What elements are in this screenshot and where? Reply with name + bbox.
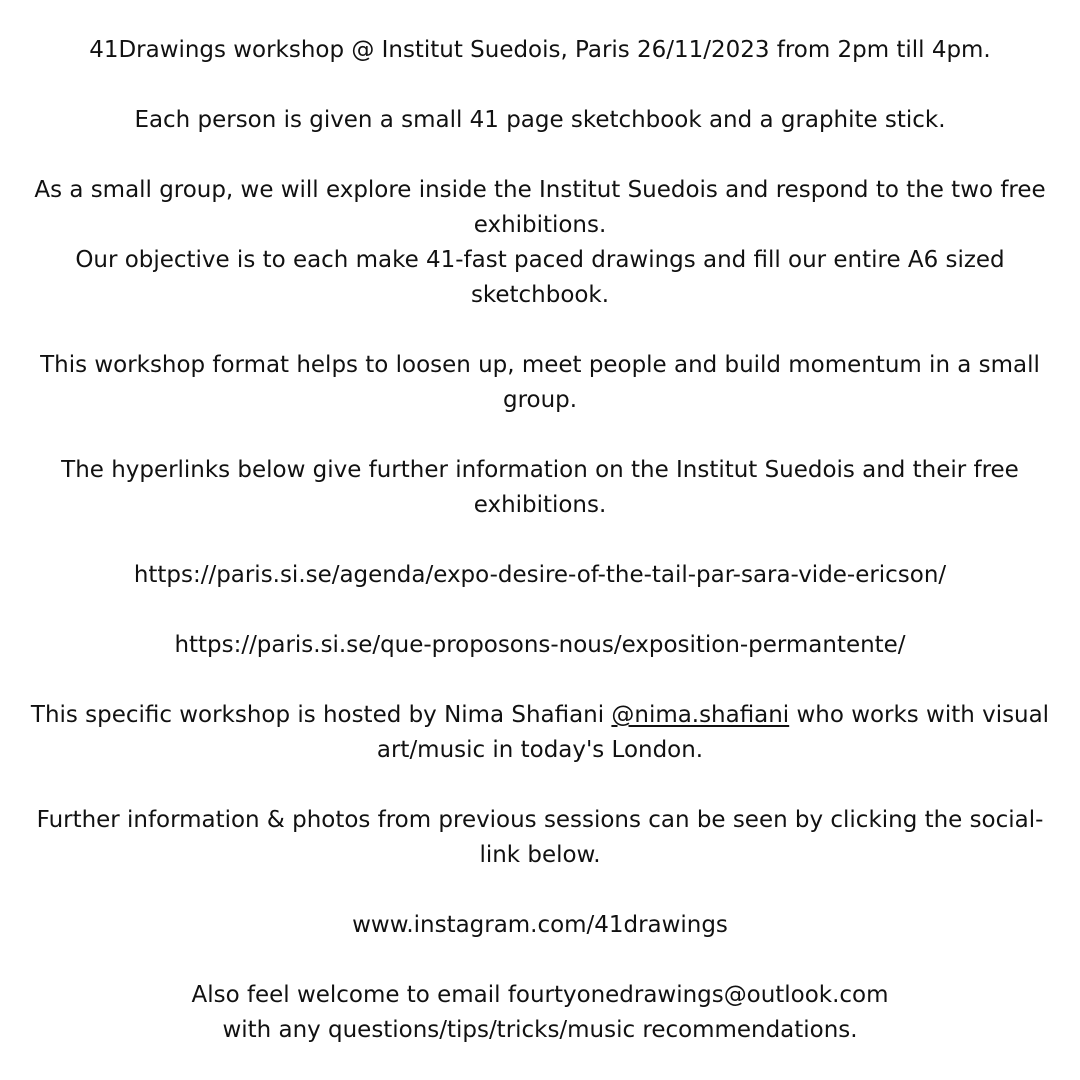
exhibition-link-2[interactable]: https://paris.si.se/que-proposons-nous/exposition-permantente/ xyxy=(174,631,906,658)
event-title xyxy=(0,32,1080,67)
host-prefix: This specific workshop is hosted by Nima Shafiani xyxy=(30,701,612,728)
exhibition-link-1-paragraph xyxy=(0,557,1080,592)
contact-line-2: with any questions/tips/tricks/music recommendations. xyxy=(222,1016,858,1043)
plan-line-4: sketchbook. xyxy=(470,281,610,308)
plan-line-1: As a small group, we will explore inside the Institut Suedois and respond to the two free xyxy=(34,176,1046,203)
exhibition-link-2-paragraph xyxy=(0,627,1080,662)
host-suffix: who works with visual xyxy=(789,701,1050,728)
host-handle-link[interactable]: @nima.shafiani xyxy=(611,701,790,728)
host-paragraph xyxy=(0,697,1080,767)
event-title-line: 41Drawings workshop @ Institut Suedois, Paris 26/11/2023 from 2pm till 4pm. xyxy=(89,36,991,63)
contact-line-1: Also feel welcome to email fourtyonedrawings@outlook.com xyxy=(191,981,889,1008)
further-info-line-2: link below. xyxy=(479,841,601,868)
plan-paragraph xyxy=(0,172,1080,312)
plan-line-3: Our objective is to each make 41-fast paced drawings and fill our entire A6 sized xyxy=(75,246,1005,273)
format-paragraph xyxy=(0,347,1080,417)
contact-paragraph xyxy=(0,977,1080,1047)
format-line-2: group. xyxy=(502,386,578,413)
host-line-1 xyxy=(5,697,1075,732)
exhibition-link-1[interactable]: https://paris.si.se/agenda/expo-desire-of-the-tail-par-sara-vide-ericson/ xyxy=(133,561,947,588)
format-line-1: This workshop format helps to loosen up, meet people and build momentum in a small xyxy=(40,351,1040,378)
further-info-paragraph xyxy=(0,802,1080,872)
plan-line-2: exhibitions. xyxy=(473,211,607,238)
host-line-2: art/music in today's London. xyxy=(376,736,704,763)
further-info-line-1: Further information & photos from previous sessions can be seen by clicking the social- xyxy=(36,806,1044,833)
hyperlinks-intro-line-2: exhibitions. xyxy=(473,491,607,518)
materials-paragraph xyxy=(0,102,1080,137)
materials-line: Each person is given a small 41 page sketchbook and a graphite stick. xyxy=(134,106,946,133)
hyperlinks-intro-line-1: The hyperlinks below give further information on the Institut Suedois and their free xyxy=(61,456,1019,483)
hyperlinks-intro-paragraph xyxy=(0,452,1080,522)
instagram-paragraph xyxy=(0,907,1080,942)
instagram-link[interactable]: www.instagram.com/41drawings xyxy=(352,911,728,938)
